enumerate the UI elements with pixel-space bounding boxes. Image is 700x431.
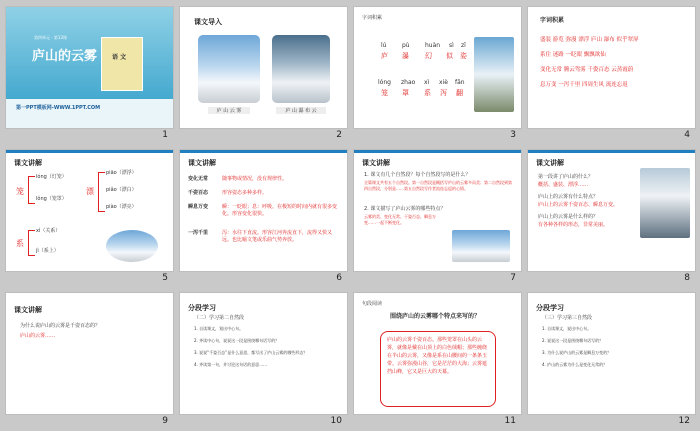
passage-text: 庐山的云雾千姿百态。那些笼罩在山头的云雾，就像是戴在山顶上的白色绒帽；那些缠绕在半山的云雾，又像是系在山腰间的一条条玉带。云雾弥漫山谷，它是茫茫的大海；云雾遮挡山峰，它又是巨大的天幕。 [387, 337, 488, 375]
slide-number: 12 [678, 416, 690, 426]
mountain-photo [640, 168, 690, 238]
slide-1[interactable] [6, 7, 173, 128]
slide-4[interactable] [528, 7, 695, 128]
slide-number: 4 [684, 130, 690, 140]
slide-9[interactable] [6, 293, 173, 414]
pinyin-5: zī [461, 42, 466, 49]
question-2: 2. 课文描写了庐山云雾的哪些特点？ [364, 206, 446, 212]
term-4: 一泻千里 [188, 230, 209, 236]
question-1: 第一段讲了庐山的什么？ [538, 174, 594, 180]
photo-caption-1: 庐 山 云 雾 [208, 107, 250, 114]
section-subtitle: （三）学习第三自然段 [542, 315, 593, 321]
char-7: 罩 [402, 89, 409, 97]
book-title: 语 文 [112, 54, 127, 61]
step-2: 2. 齐读中心句，说说这一段是围绕哪句话写的？ [194, 338, 280, 343]
slide-title: 课文讲解 [14, 159, 42, 167]
step-4: 4. 齐读第一句，并讨论这句话的意思…… [194, 362, 268, 367]
step-1: 1. 自读课文，说出中心句。 [542, 326, 592, 331]
slide-thumbnail-7[interactable] [354, 150, 521, 283]
cloud-photo [452, 230, 510, 262]
slide-thumbnail-6[interactable] [180, 150, 347, 283]
slide-number: 11 [504, 416, 516, 426]
textbook-cover-image [101, 37, 143, 91]
slide-3[interactable] [354, 7, 521, 128]
website-footer: 第一PPT模板网-WWW.1PPT.COM [16, 105, 101, 111]
answer-2: 庐山上的云雾千姿百态、瞬息万变。 [538, 202, 619, 208]
slide-title: 课文讲解 [14, 306, 42, 314]
step-2: 2. 说说这一段是围绕哪句话写的？ [542, 338, 604, 343]
slide-thumbnail-4[interactable] [528, 7, 695, 140]
slide-10[interactable] [180, 293, 347, 414]
slide-thumbnail-9[interactable] [6, 293, 173, 426]
pinyin-10: fān [455, 79, 465, 86]
slide-thumbnail-8[interactable] [528, 150, 695, 283]
answer-1: 全篇课文共有五个自然段。第一自然段是概括写庐山的云雾多而美；第二自然段到第四自然段，分别是……第五自然段写作者流连忘返的心情。 [364, 180, 512, 191]
char-label-1: 笼 [16, 187, 24, 196]
slide-number: 6 [336, 273, 342, 283]
question: 围绕庐山的云雾哪个特点来写的？ [390, 313, 481, 320]
slide-number: 8 [684, 273, 690, 283]
word-line-4: 息万变 一泻千里 四周生风 流连忘返 [540, 82, 628, 88]
slide-thumbnail-3[interactable] [354, 7, 521, 140]
reading-5: piào（漂亮） [106, 204, 137, 210]
question-3: 庐山上的云雾是什么样的？ [538, 214, 599, 220]
pinyin-3: huàn [425, 42, 441, 49]
reading-6: xì（关系） [36, 228, 61, 234]
slide-thumbnail-1[interactable] [6, 7, 173, 140]
slide-title: 课文讲解 [362, 159, 390, 167]
word-line-2: 系住 迷路 一眨眼 飘飘欲仙 [540, 52, 606, 58]
question: 为什么说庐山的云雾是千姿百态的？ [20, 323, 101, 329]
slide-number: 7 [510, 273, 516, 283]
slide-6[interactable] [180, 150, 347, 271]
pinyin-2: pù [402, 42, 410, 49]
slide-heading: 字词积累 [540, 17, 565, 24]
slide-title: 课文讲解 [536, 159, 564, 167]
slide-title: 课文导入 [194, 18, 222, 26]
slide-title: 分段学习 [188, 304, 216, 312]
slide-number: 2 [336, 130, 342, 140]
pinyin-6: lóng [378, 79, 391, 86]
slide-title: 课文讲解 [188, 159, 216, 167]
reading-1: lóng（灯笼） [36, 174, 67, 180]
slide-number: 10 [330, 416, 342, 426]
cover-title: 庐山的云雾 [32, 49, 98, 64]
slide-heading: 句段阅读 [362, 301, 383, 307]
char-6: 笼 [381, 89, 388, 97]
section-subtitle: （二）学习第二自然段 [194, 315, 245, 321]
char-2: 瀑 [402, 52, 409, 60]
slide-number: 5 [162, 273, 168, 283]
slide-title: 分段学习 [536, 304, 564, 312]
unit-label: 第四单元 · 第13课 [34, 35, 67, 40]
char-1: 庐 [381, 52, 388, 60]
slide-5[interactable] [6, 150, 173, 271]
slide-number: 3 [510, 130, 516, 140]
photo-caption-2: 庐 山 瀑 布 云 [276, 107, 326, 114]
question-1: 1. 课文有几个自然段？每个自然段写的是什么？ [364, 172, 471, 178]
slide-heading: 字词积累 [362, 15, 383, 21]
slide-2[interactable] [180, 7, 347, 128]
slide-12[interactable] [528, 293, 695, 414]
pinyin-9: xiè [439, 79, 448, 86]
step-3: 3. 为什么说庐山的云雾是瞬息万变的？ [542, 350, 612, 355]
pinyin-7: zhao [401, 79, 416, 86]
pinyin-8: xì [424, 79, 430, 86]
step-3: 3. 说说“千姿百态”是什么意思，都写出了庐山云雾的哪些形态？ [194, 350, 308, 355]
step-4: 4. 庐山的云雾为什么是变化无常的？ [542, 362, 608, 367]
slide-thumbnail-12[interactable] [528, 293, 695, 426]
cloud-photo-1 [198, 35, 260, 103]
word-line-3: 变化无常 腾云驾雾 千姿百态 云蒸霞蔚 [540, 67, 634, 73]
definition-2: 形容姿态多种多样。 [222, 190, 268, 196]
reading-2: lǒng（笼罩） [36, 196, 67, 202]
answer-1: 概括、盛装、漂浮…… [538, 182, 589, 188]
answer: 庐山的云雾…… [20, 333, 56, 339]
slide-thumbnail-5[interactable] [6, 150, 173, 283]
definition-1: 随事物或情况，没有规律性。 [222, 176, 288, 182]
pinyin-4: sì [449, 42, 454, 49]
answer-3: 有各种各样的形态，非常美丽。 [538, 222, 609, 228]
cloud-photo-2 [272, 35, 330, 103]
mountain-photo [474, 37, 514, 112]
slide-grid [6, 7, 696, 427]
definition-4: 泻：水往下直流。形容江河奔流直下，流得又快又远。也比喻文笔或乐曲气势奔放。 [222, 230, 333, 243]
char-label-3: 系 [16, 239, 24, 248]
slide-7[interactable] [354, 150, 521, 271]
slide-number: 9 [162, 416, 168, 426]
char-4: 似 [446, 52, 453, 60]
reading-3: piāo（漂浮） [106, 170, 137, 176]
term-2: 千姿百态 [188, 190, 209, 196]
char-label-2: 漂 [86, 187, 94, 196]
slide-number: 1 [162, 130, 168, 140]
char-9: 泻 [440, 89, 447, 97]
step-1: 1. 自读课文，划出中心句。 [194, 326, 244, 331]
passage-box [380, 331, 496, 407]
word-line-1: 盛装 游览 弥漫 漂浮 庐山 瀑布 似乎翠屏 [540, 37, 639, 43]
char-8: 系 [424, 89, 431, 97]
term-1: 变化无常 [188, 176, 209, 182]
slide-11[interactable] [354, 293, 521, 414]
reading-7: jì（系上） [36, 248, 59, 254]
cloud-photo [106, 230, 158, 262]
char-10: 翻 [456, 89, 463, 97]
pinyin-1: lú [381, 42, 387, 49]
definition-3: 瞬：一眨眼；息：呼吸。在极短的时间内就有很多变化。形容变化很快。 [222, 204, 338, 217]
char-3: 幻 [425, 52, 432, 60]
question-2: 庐山上的云雾有什么特点？ [538, 194, 599, 200]
slide-thumbnail-2[interactable] [180, 7, 347, 140]
slide-thumbnail-11[interactable] [354, 293, 521, 426]
slide-thumbnail-10[interactable] [180, 293, 347, 426]
term-3: 瞬息万变 [188, 204, 209, 210]
answer-2: 云雾的美、变化无常、干姿百态、瞬息万变……一起不断变化。 [364, 214, 436, 225]
reading-4: piǎo（漂白） [106, 187, 137, 193]
char-5: 姿 [460, 52, 467, 60]
slide-8[interactable] [528, 150, 695, 271]
